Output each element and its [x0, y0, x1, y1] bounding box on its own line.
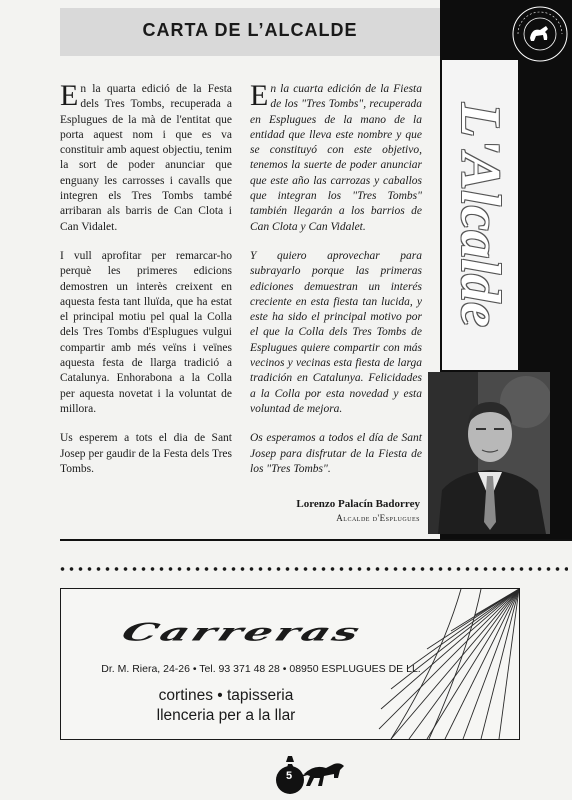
signature-name: Lorenzo Palacín Badorrey — [296, 498, 420, 510]
letter-spanish-column — [250, 79, 422, 491]
spanish-paragraph-1: En la cuarta edición de la Fiesta de los "Tres Tombs", recuperada en Esplugues de la mano de la entidad que lleva este nombre y que se constituyó con este objetivo, tenemos la suerte de poder anunciar que este año las carrozas y caballos que integran los "Tres Tombs" también llegarán a los barrios de Can Clota y Can Vidalet. — [250, 79, 422, 233]
dotted-separator — [58, 566, 568, 572]
ad-services-line-2: llenceria per a la llar — [156, 707, 296, 724]
spanish-paragraph-3: Os esperamos a todos el día de Sant Josep para disfrutar de la Fiesta de los "Tres Tombs". — [250, 432, 422, 475]
carreras-advertisement — [60, 588, 520, 740]
catalan-paragraph-3: Us esperem a tots el dia de Sant Josep per gaudir de la Festa dels Tres Tombs. — [60, 432, 232, 475]
ad-address: Dr. M. Riera, 24-26 • Tel. 93 371 48 28 • 08950 ESPLUGUES DE LL. — [101, 663, 421, 675]
letter-catalan-column — [60, 79, 232, 491]
colla-tres-tombs-logo — [510, 4, 570, 64]
carreras-brand: Carreras — [117, 618, 367, 647]
spanish-paragraph-2: Y quiero aprovechar para subrayarlo porque las primeras ediciones demuestran un interés creciente en esta fiesta tan lucida, y este ha sido el principal motivo por el que la Colla dels Tres Tombs de Esplugues quiere compartir con más vecinos y vecinas esta fiesta de larga tradición en Catalunya. Felicidades a la Colla por esta novedad y esta voluntad de mejora. — [250, 249, 422, 415]
page-number: 5 — [285, 770, 293, 782]
catalan-paragraph-1: En la quarta edició de la Festa dels Tres Tombs, recuperada a Esplugues de la mà de l'entitat que porta aquest nom i que es va constituir amb aquest objectiu, tenim la sort de poder anunciar que enguany les carrosses i cavalls que integren els Tres Tombs també arribaran als barris de Can Clota i Can Vidalet. — [60, 79, 232, 233]
page-title: CARTA DE L’ALCALDE — [142, 20, 358, 40]
signature-title: Alcalde d'Esplugues — [336, 513, 420, 523]
dropcap: E — [250, 79, 269, 112]
section-divider — [60, 539, 572, 541]
catalan-paragraph-2: I vull aprofitar per remarcar-ho perquè les primeres edicions demostren un interès creixent en aquesta festa tant lluïda, que ha estat el principal motiu pel qual la Colla dels Tres Tombs d'Esplugues vulgui compartir amb més veïns i veïnes aquesta festa de llarga tradició a Catalunya. Enhorabona a la Colla per aquesta novetat i la voluntat de millora. — [60, 249, 232, 415]
side-title: L'Alcalde — [449, 103, 512, 327]
dropcap: E — [60, 79, 79, 112]
ad-services-line-1: cortines • tapisseria — [158, 687, 294, 704]
mayor-portrait-photo — [428, 372, 550, 534]
signature-block — [250, 498, 420, 523]
